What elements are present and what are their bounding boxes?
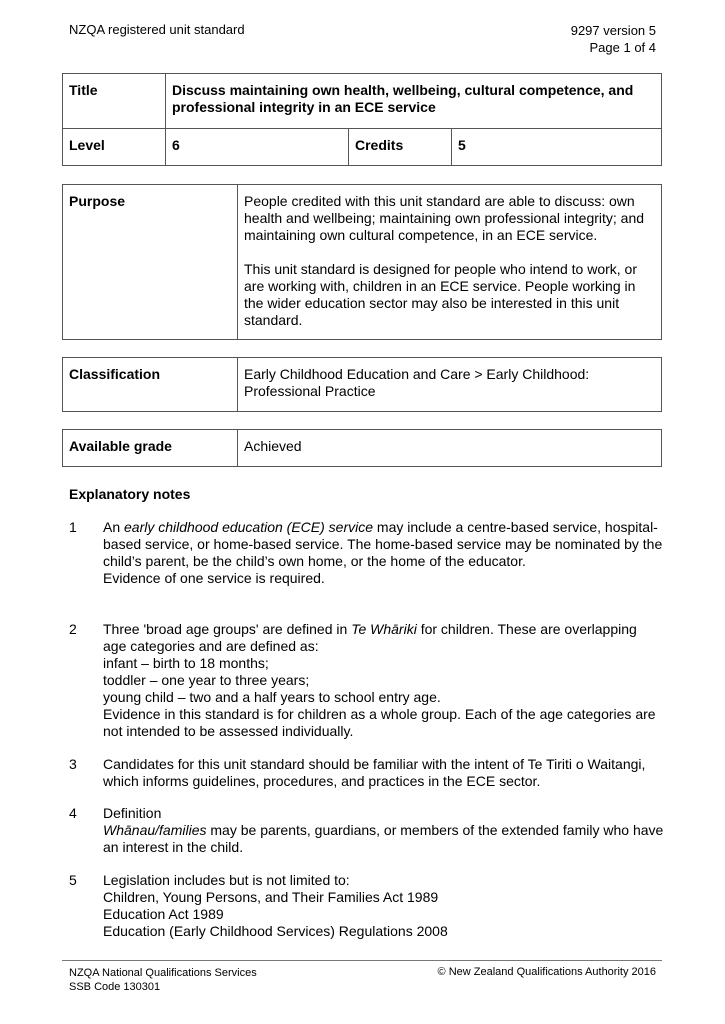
note-text: Evidence in this standard is for children as a whole group. Each of the age categories are not intended to be assessed individually. [103, 706, 656, 739]
title-value: Discuss maintaining own health, wellbeing, cultural competence, and professional integrity in an ECE service [166, 74, 662, 129]
note-number: 3 [69, 756, 77, 772]
note-list-item: Education (Early Childhood Services) Regulations 2008 [103, 923, 448, 939]
note-list-item: Education Act 1989 [103, 906, 224, 922]
note-text [103, 519, 664, 570]
level-label: Level [63, 129, 166, 166]
credits-value: 5 [452, 129, 662, 166]
note-4 [69, 805, 664, 856]
credits-label: Credits [349, 129, 452, 166]
grade-table [62, 429, 662, 467]
note-number: 2 [69, 621, 77, 637]
title-label: Title [63, 74, 166, 129]
header-version: 9297 version 5 [570, 23, 656, 38]
note-text: Candidates for this unit standard should be familiar with the intent of Te Tiriti o Waitangi, which informs guidelines, procedures, and practices in the ECE sector. [103, 756, 646, 789]
note-list-item: infant – birth to 18 months; [103, 655, 269, 671]
note-1 [69, 519, 664, 587]
note-italic-term: early childhood education (ECE) service [124, 519, 374, 535]
note-text: Evidence of one service is required. [103, 570, 325, 586]
footer-left [69, 966, 257, 994]
note-number: 5 [69, 872, 77, 888]
note-text-part: An [103, 519, 125, 535]
classification-value: Early Childhood Education and Care > Early Childhood: Professional Practice [238, 358, 662, 412]
header-right [571, 22, 656, 56]
purpose-paragraph-2: This unit standard is designed for people who intend to work, or are working with, children in an ECE service. People working in the wider education sector may also be interested in this unit standard. [244, 261, 638, 328]
note-heading: Definition [103, 805, 162, 821]
note-italic-term: Te Whāriki [351, 621, 417, 637]
level-value: 6 [166, 129, 349, 166]
note-5 [69, 872, 664, 940]
note-3 [69, 756, 664, 790]
grade-label: Available grade [63, 430, 238, 467]
footer-copyright: © New Zealand Qualifications Authority 2016 [437, 966, 656, 978]
note-text-part: may include a centre-based service, hospital-based service, or home-based service. The home-based service may be nominated by the child’s parent, be the child’s own home, or the home of the educator. [103, 519, 663, 569]
note-heading: Legislation includes but is not limited to: [103, 872, 350, 888]
note-list-item: Children, Young Persons, and Their Families Act 1989 [103, 889, 439, 905]
note-text [103, 822, 664, 856]
note-number: 1 [69, 519, 77, 535]
note-2 [69, 621, 664, 740]
footer-organisation: NZQA National Qualifications Services [69, 967, 257, 979]
title-table [62, 73, 662, 166]
grade-value: Achieved [238, 430, 662, 467]
explanatory-notes-heading: Explanatory notes [69, 486, 191, 502]
note-text-part: may be parents, guardians, or members of the extended family who have an interest in the child. [103, 822, 664, 855]
footer-ssb-code: SSB Code 130301 [69, 981, 161, 993]
header-page-number: Page 1 of 4 [589, 40, 656, 55]
purpose-label: Purpose [63, 185, 238, 340]
purpose-value [238, 185, 662, 340]
note-text-part: for children. These are overlapping age categories and are defined as: [103, 621, 637, 654]
header-left: NZQA registered unit standard [69, 22, 245, 37]
note-list-item: toddler – one year to three years; [103, 672, 310, 688]
footer-divider [62, 960, 662, 961]
note-list-item: young child – two and a half years to school entry age. [103, 689, 441, 705]
purpose-paragraph-1: People credited with this unit standard are able to discuss: own health and wellbeing; maintaining own professional integrity; and maintaining own cultural competence, in an ECE service. [244, 193, 645, 243]
purpose-table [62, 184, 662, 340]
classification-table [62, 357, 662, 412]
classification-label: Classification [63, 358, 238, 412]
note-italic-term: Whānau/families [103, 822, 207, 838]
note-text-part: Three 'broad age groups' are defined in [103, 621, 352, 637]
note-text [103, 621, 664, 655]
note-number: 4 [69, 805, 77, 821]
